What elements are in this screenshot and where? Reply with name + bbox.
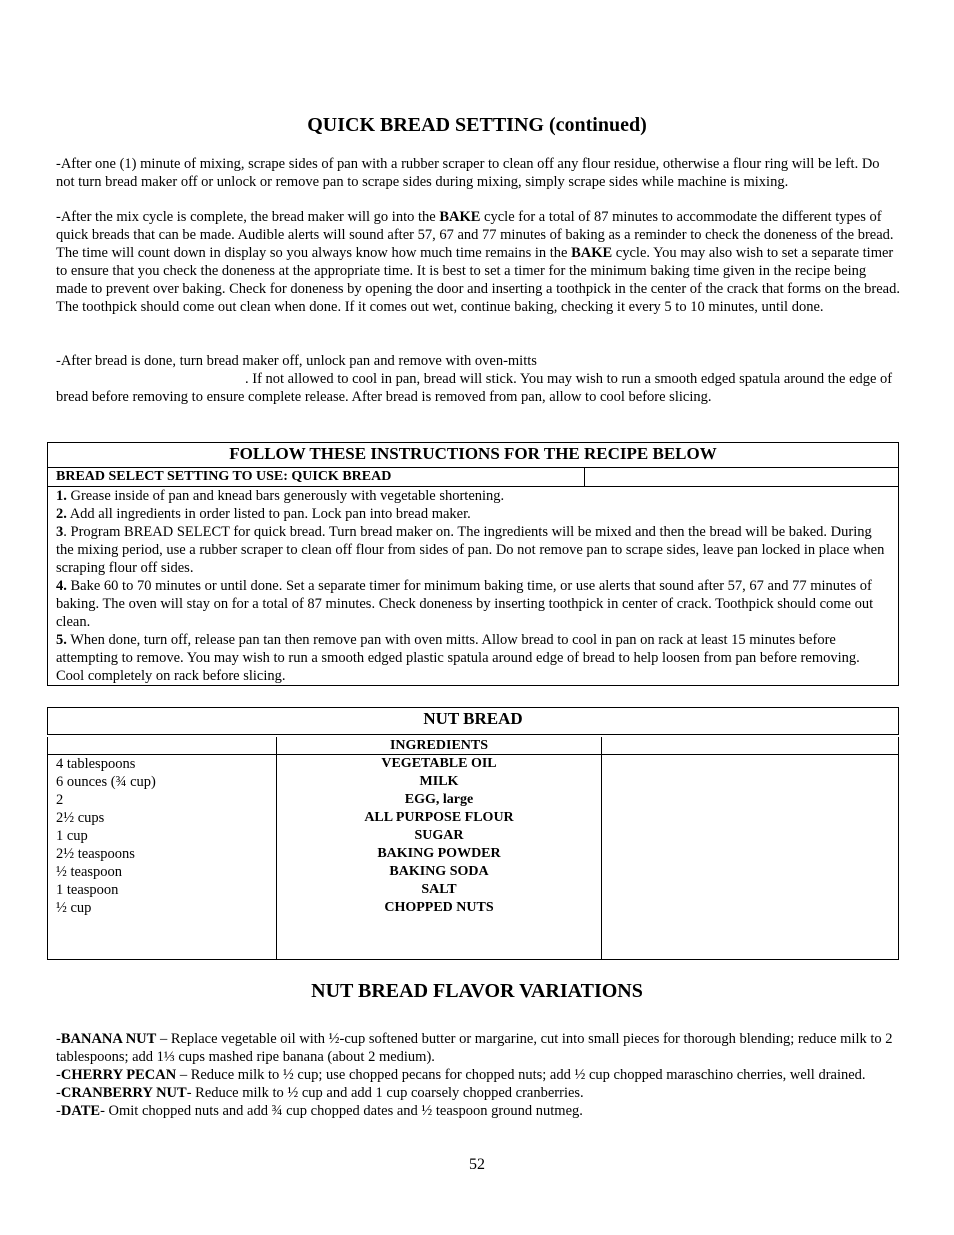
instructions-table <box>47 442 899 686</box>
step-item <box>56 631 890 685</box>
ingredient-item: VEGETABLE OIL <box>381 756 497 771</box>
ingredient-names-column <box>277 755 602 960</box>
ingredient-item: MILK <box>419 774 459 789</box>
step-number: 1. <box>56 488 67 504</box>
step-text: Bake 60 to 70 minutes or until done. Set a separate timer for minimum baking time, or use alerts that sound after 57, 67 and 77 minutes of baking. The oven will stay on for a total of 87 minutes. Check doneness by inserting toothpick in center of crack. Toothpick should come out clean. <box>56 578 874 630</box>
ingredient-item: EGG, large <box>404 792 474 807</box>
quantity-item: 2 <box>56 792 64 808</box>
step-text: Grease inside of pan and knead bars generously with vegetable shortening. <box>66 488 505 504</box>
step-item <box>56 577 890 631</box>
step-item <box>56 487 890 505</box>
step-number: 5. <box>56 632 67 648</box>
quantity-header-cell <box>48 737 277 755</box>
ingredients-table <box>47 737 899 960</box>
quantity-item: 1 cup <box>56 828 88 844</box>
recipe-title: NUT BREAD <box>48 708 899 735</box>
ingredient-item: BAKING SODA <box>389 864 489 879</box>
step-number: 3 <box>56 524 64 540</box>
bold-term: BAKE <box>439 209 481 225</box>
text-run: cycle for a total of 87 minutes to accommodate the different types of quick breads that can be made. Audible alerts will sound after 57, 67 and 77 minutes of baking as a reminder to check the doneness of the bread. The time will count down in display so you always know how much time remains in the <box>56 209 894 261</box>
empty-cell <box>585 468 899 487</box>
variation-name: CHERRY PECAN <box>60 1067 177 1083</box>
ingredient-item: CHOPPED NUTS <box>384 900 494 915</box>
bread-setting-label: BREAD SELECT SETTING TO USE: QUICK BREAD <box>48 468 585 487</box>
quantity-item: 4 tablespoons <box>56 756 136 772</box>
step-text: Add all ingredients in order listed to pan. Lock pan into bread maker. <box>66 506 471 522</box>
step-number: 2. <box>56 506 67 522</box>
step-item <box>56 505 890 523</box>
variation-text: – Reduce milk to ½ cup; use chopped pecans for chopped nuts; add ½ cup chopped maraschino cherries, well drained. <box>176 1067 866 1083</box>
quantity-item: ½ cup <box>56 900 92 916</box>
quantity-item: 6 ounces (¾ cup) <box>56 774 156 790</box>
text-run: -After bread is done, turn bread maker off, unlock pan and remove with oven-mitts <box>56 353 537 369</box>
text-run: -After the mix cycle is complete, the bread maker will go into the <box>56 209 440 225</box>
ingredient-item: SUGAR <box>414 828 464 843</box>
empty-column <box>602 755 899 960</box>
paragraph-remove <box>56 352 901 406</box>
page-number: 52 <box>469 1156 485 1173</box>
ingredient-item: BAKING POWDER <box>377 846 501 861</box>
paragraph-mixing: -After one (1) minute of mixing, scrape sides of pan with a rubber scraper to clean off any flour residue, otherwise a flour ring will be left. Do not turn bread maker off or unlock or remove pan to scrape sides during mixing, simply scrape sides while machine is mixing. <box>56 156 880 190</box>
text-run: cycle. You may also wish to set a separate timer to ensure that you check the doneness at the appropriate time. It is best to set a timer for the minimum baking time given in the recipe being made to prevent over baking. Check for doneness by opening the door and inserting a toothpick in the center of the crack that forms on the bread. The toothpick should come out clean when done. If it comes out wet, continue baking, checking it every 5 to 10 minutes, until done. <box>56 245 900 315</box>
variation-item: -CRANBERRY NUT- Reduce milk to ½ cup and add 1 cup coarsely chopped cranberries. <box>56 1085 584 1101</box>
variation-item: -CHERRY PECAN – Reduce milk to ½ cup; use chopped pecans for chopped nuts; add ½ cup chopped maraschino cherries, well drained. <box>56 1067 866 1083</box>
ingredients-header: INGREDIENTS <box>277 737 602 755</box>
variation-item: -DATE- Omit chopped nuts and add ¾ cup chopped dates and ½ teaspoon ground nutmeg. <box>56 1103 583 1119</box>
quantity-item: ½ teaspoon <box>56 864 123 880</box>
recipe-title-table <box>47 707 899 735</box>
variation-name: DATE <box>60 1103 101 1119</box>
text-run: . If not allowed to cool in pan, bread will stick. You may wish to run a smooth edged spatula around the edge of bread before removing to ensure complete release. After bread is removed from pan, allow to cool before slicing. <box>56 371 893 405</box>
bold-term: BAKE <box>571 245 613 261</box>
variations-list <box>56 1030 901 1120</box>
step-number: 4. <box>56 578 67 594</box>
variation-text: - Reduce milk to ½ cup and add 1 cup coarsely chopped cranberries. <box>186 1085 584 1101</box>
step-text: . Program BREAD SELECT for quick bread. Turn bread maker on. The ingredients will be mixed and then the bread will be baked. During the mixing period, use a rubber scraper to clean off flour from sides of pan. Do not remove pan to scrape sides, leave pan locked in place when scraping flour off sides. <box>56 524 885 576</box>
variations-title: NUT BREAD FLAVOR VARIATIONS <box>311 980 643 1002</box>
quantity-item: 2½ teaspoons <box>56 846 135 862</box>
step-item <box>56 523 890 577</box>
paragraph-bake-cycle <box>56 208 901 316</box>
variation-name: BANANA NUT <box>60 1031 157 1047</box>
ingredient-item: ALL PURPOSE FLOUR <box>364 810 514 825</box>
quantities-column <box>48 755 277 960</box>
quantity-item: 1 teaspoon <box>56 882 119 898</box>
empty-header-cell <box>602 737 899 755</box>
variation-item: -BANANA NUT – Replace vegetable oil with ½-cup softened butter or margarine, cut into small pieces for thorough blending; reduce milk to 2 tablespoons; add 1⅓ cups mashed ripe banana (about 2 medium). <box>56 1031 893 1065</box>
instruction-steps <box>48 487 899 686</box>
quantity-item: 2½ cups <box>56 810 105 826</box>
ingredient-item: SALT <box>421 882 457 897</box>
variation-text: - Omit chopped nuts and add ¾ cup chopped dates and ½ teaspoon ground nutmeg. <box>100 1103 583 1119</box>
variation-name: CRANBERRY NUT <box>60 1085 187 1101</box>
step-text: When done, turn off, release pan tan then remove pan with oven mitts. Allow bread to cool in pan on rack at least 15 minutes before attempting to remove. You may wish to run a smooth edged plastic spatula around edge of bread to help loosen from pan before removing. Cool completely on rack before slicing. <box>56 632 860 684</box>
variation-text: – Replace vegetable oil with ½-cup softened butter or margarine, cut into small pieces for thorough blending; reduce milk to 2 tablespoons; add 1⅓ cups mashed ripe banana (about 2 medium). <box>56 1031 893 1065</box>
instructions-header: FOLLOW THESE INSTRUCTIONS FOR THE RECIPE BELOW <box>48 443 899 468</box>
page-title: QUICK BREAD SETTING (continued) <box>307 114 647 136</box>
